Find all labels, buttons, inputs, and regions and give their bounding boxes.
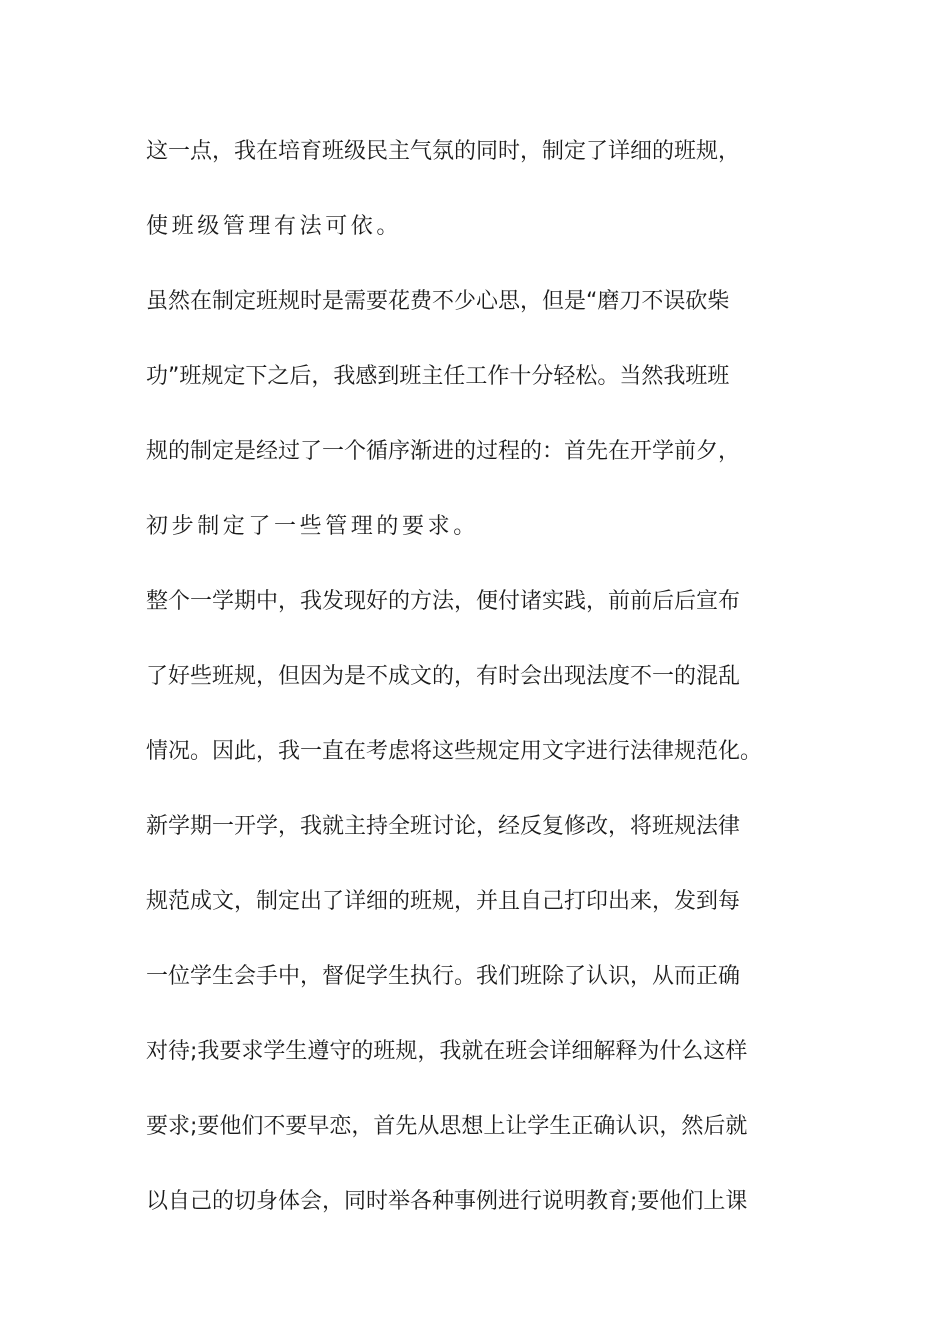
text-line: 情况。因此，我一直在考虑将这些规定用文字进行法律规范化。 xyxy=(146,739,763,764)
text-line: 了好些班规，但因为是不成文的，有时会出现法度不一的混乱 xyxy=(146,664,741,689)
text-line: 规的制定是经过了一个循序渐进的过程的：首先在开学前夕， xyxy=(146,439,741,464)
text-line: 要求;要他们不要早恋，首先从思想上让学生正确认识，然后就 xyxy=(146,1114,748,1139)
text-line: 以自己的切身体会，同时举各种事例进行说明教育;要他们上课 xyxy=(146,1189,748,1214)
text-line: 这一点，我在培育班级民主气氛的同时，制定了详细的班规， xyxy=(146,139,741,164)
text-line: 初步制定了一些管理的要求。 xyxy=(146,514,479,539)
text-line: 规范成文，制定出了详细的班规，并且自己打印出来，发到每 xyxy=(146,889,741,914)
text-line: 新学期一开学，我就主持全班讨论，经反复修改，将班规法律 xyxy=(146,814,741,839)
text-line: 整个一学期中，我发现好的方法，便付诸实践，前前后后宣布 xyxy=(146,589,741,614)
text-line: 对待;我要求学生遵守的班规，我就在班会详细解释为什么这样 xyxy=(146,1039,748,1064)
text-line: 一位学生会手中，督促学生执行。我们班除了认识，从而正确 xyxy=(146,964,741,989)
text-line: 使班级管理有法可依。 xyxy=(146,214,403,239)
text-line: 虽然在制定班规时是需要花费不少心思，但是“磨刀不误砍柴 xyxy=(146,289,730,314)
text-line: 功”班规定下之后，我感到班主任工作十分轻松。当然我班班 xyxy=(146,364,730,389)
